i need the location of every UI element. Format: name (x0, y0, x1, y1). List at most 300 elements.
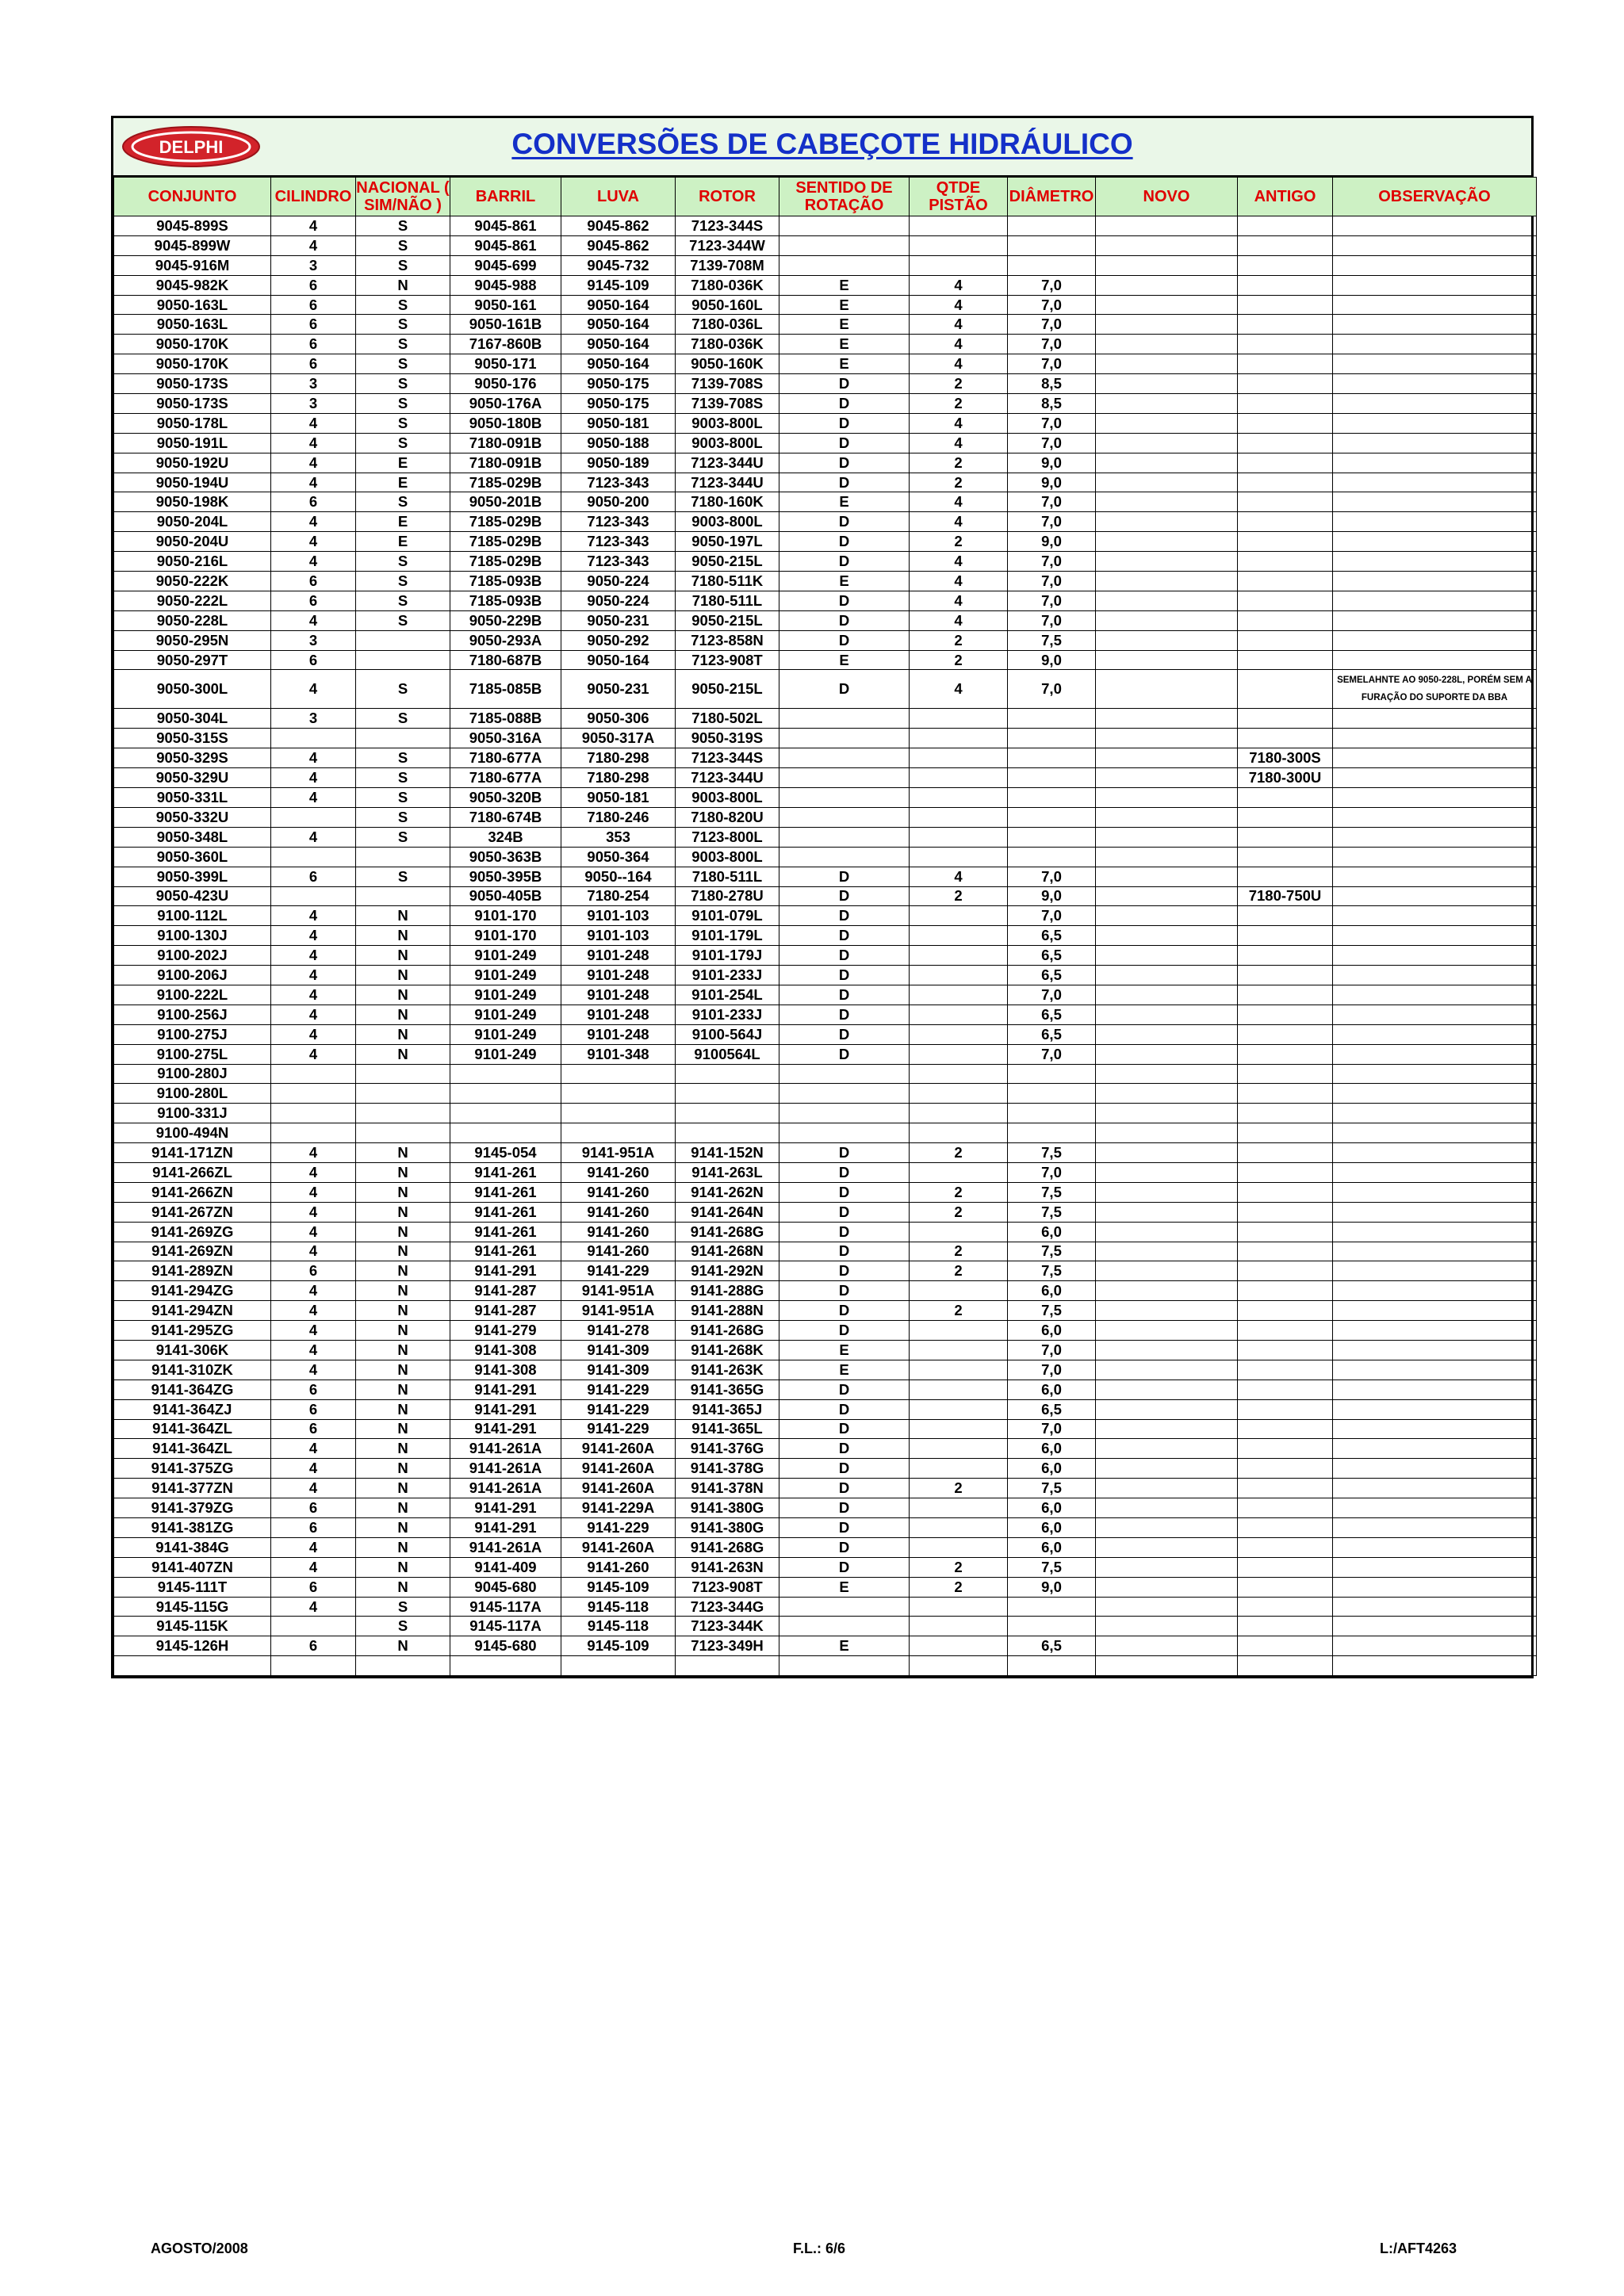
table-cell (1238, 729, 1333, 748)
table-cell: 9050-228L (114, 610, 271, 630)
table-row (114, 1518, 1537, 1538)
table-cell: 9141-375ZG (114, 1459, 271, 1479)
table-cell: E (779, 650, 910, 670)
table-cell: E (779, 1577, 910, 1597)
table-row (114, 492, 1537, 512)
table-cell (1238, 709, 1333, 729)
table-cell (561, 1104, 676, 1123)
table-cell (1238, 630, 1333, 650)
table-cell: 4 (271, 216, 356, 236)
table-cell (1096, 847, 1238, 867)
table-cell (1333, 335, 1537, 354)
table-cell: 9101-179J (676, 946, 779, 966)
table-cell (1333, 650, 1537, 670)
table-cell: 9141-295ZG (114, 1321, 271, 1341)
table-cell: 9141-288G (676, 1281, 779, 1301)
table-cell: 9145-109 (561, 275, 676, 295)
table-cell: N (356, 1518, 450, 1538)
table-cell: 2 (910, 374, 1008, 394)
table-cell: 9141-260A (561, 1459, 676, 1479)
table-cell (1096, 1380, 1238, 1399)
footer-date: AGOSTO/2008 (151, 2241, 248, 2256)
table-cell: S (356, 591, 450, 610)
table-cell (1096, 216, 1238, 236)
table-cell: 4 (271, 1202, 356, 1222)
table-cell (1008, 216, 1096, 236)
table-cell: 9141-376G (676, 1439, 779, 1459)
table-cell: 7180-687B (450, 650, 561, 670)
table-cell (1096, 335, 1238, 354)
table-cell: 9050-164 (561, 650, 676, 670)
table-cell (1333, 216, 1537, 236)
table-cell (1333, 1222, 1537, 1242)
table-cell: 7180-677A (450, 768, 561, 788)
table-cell: D (779, 1222, 910, 1242)
table-cell (910, 1498, 1008, 1518)
table-cell: 4 (271, 768, 356, 788)
table-cell: 9141-268G (676, 1321, 779, 1341)
table-cell: 7185-085B (450, 670, 561, 709)
table-cell (1096, 413, 1238, 433)
table-cell: 9101-249 (450, 1044, 561, 1064)
table-cell: E (356, 473, 450, 492)
table-cell: N (356, 1281, 450, 1301)
table-row (114, 1439, 1537, 1459)
table-row (114, 235, 1537, 255)
table-cell: 9050-316A (450, 729, 561, 748)
table-cell: N (356, 985, 450, 1004)
table-cell: 9141-261A (450, 1439, 561, 1459)
table-cell: 9050-224 (561, 591, 676, 610)
table-cell: D (779, 1044, 910, 1064)
table-cell: 9050-300L (114, 670, 271, 709)
table-cell (356, 1104, 450, 1123)
table-cell: 9100-222L (114, 985, 271, 1004)
table-cell: 7185-088B (450, 709, 561, 729)
table-cell (1238, 1202, 1333, 1222)
table-cell (1238, 453, 1333, 473)
table-cell (1333, 473, 1537, 492)
table-cell: 4 (271, 1537, 356, 1557)
table-cell: 9050-200 (561, 492, 676, 512)
table-cell (1096, 532, 1238, 552)
table-cell (779, 788, 910, 808)
table-cell: 6,5 (1008, 1636, 1096, 1656)
table-cell: D (779, 374, 910, 394)
table-cell: 7167-860B (450, 335, 561, 354)
table-cell: N (356, 1261, 450, 1281)
table-cell: 7180-091B (450, 453, 561, 473)
table-row (114, 788, 1537, 808)
table-cell (1238, 1360, 1333, 1380)
table-cell: 9003-800L (676, 512, 779, 532)
table-cell: 9145-115K (114, 1617, 271, 1636)
table-cell (1238, 1617, 1333, 1636)
table-cell (1333, 748, 1537, 768)
table-cell: 7,0 (1008, 1162, 1096, 1182)
table-cell: E (779, 275, 910, 295)
table-cell: 9141-364ZL (114, 1439, 271, 1459)
table-cell: 9100-256J (114, 1004, 271, 1024)
table-cell (1238, 867, 1333, 886)
table-cell: 6 (271, 1261, 356, 1281)
table-cell: D (779, 1004, 910, 1024)
table-cell (910, 1084, 1008, 1104)
table-cell: 7123-908T (676, 650, 779, 670)
table-cell (1238, 1479, 1333, 1498)
column-header: DIÂMETRO (1008, 178, 1096, 216)
table-cell: 4 (271, 1459, 356, 1479)
table-cell (1008, 255, 1096, 275)
table-cell: 9145-117A (450, 1597, 561, 1617)
table-cell: 4 (271, 1182, 356, 1202)
table-cell: 9141-268K (676, 1340, 779, 1360)
table-cell: 9100-202J (114, 946, 271, 966)
table-cell: 9141-951A (561, 1281, 676, 1301)
table-cell: 9050-176 (450, 374, 561, 394)
table-cell: 2 (910, 630, 1008, 650)
table-cell (1333, 1459, 1537, 1479)
table-cell: D (779, 867, 910, 886)
table-cell: 9145-680 (450, 1636, 561, 1656)
table-cell (910, 1321, 1008, 1341)
table-cell (1096, 1656, 1238, 1676)
table-cell (1238, 552, 1333, 572)
table-cell (910, 847, 1008, 867)
table-row (114, 1104, 1537, 1123)
table-cell (910, 1459, 1008, 1479)
table-row (114, 1301, 1537, 1321)
table-cell: 4 (271, 1281, 356, 1301)
table-cell (1238, 1024, 1333, 1044)
column-header: ROTOR (676, 178, 779, 216)
table-row (114, 1459, 1537, 1479)
table-cell: 9,0 (1008, 532, 1096, 552)
table-cell: 6 (271, 492, 356, 512)
table-cell: E (779, 354, 910, 374)
table-cell: 9141-260 (561, 1162, 676, 1182)
table-cell: 7180-036K (676, 275, 779, 295)
table-cell: 9141-379ZG (114, 1498, 271, 1518)
table-cell (1333, 946, 1537, 966)
table-cell: 9050-194U (114, 473, 271, 492)
table-cell (1238, 572, 1333, 591)
table-row (114, 1281, 1537, 1301)
table-cell (561, 1084, 676, 1104)
table-cell: 9141-229A (561, 1498, 676, 1518)
table-cell (1008, 827, 1096, 847)
table-cell (1238, 788, 1333, 808)
table-cell: 7,0 (1008, 610, 1096, 630)
table-cell (1096, 630, 1238, 650)
table-cell: 2 (910, 1202, 1008, 1222)
table-cell (1238, 1242, 1333, 1261)
table-cell (1333, 275, 1537, 295)
table-cell: 6 (271, 1380, 356, 1399)
table-cell: S (356, 572, 450, 591)
table-cell: E (779, 572, 910, 591)
table-cell (1333, 394, 1537, 414)
table-cell (1238, 1557, 1333, 1577)
table-cell: 7180-820U (676, 807, 779, 827)
table-cell: 6 (271, 591, 356, 610)
table-cell (1238, 374, 1333, 394)
table-row (114, 867, 1537, 886)
table-cell (1238, 1321, 1333, 1341)
table-cell: 4 (271, 413, 356, 433)
table-row (114, 827, 1537, 847)
table-row (114, 394, 1537, 414)
table-cell (1096, 1321, 1238, 1341)
table-cell (1238, 1004, 1333, 1024)
table-cell: 9003-800L (676, 413, 779, 433)
table-cell: 9050-320B (450, 788, 561, 808)
table-cell: 9141-310ZK (114, 1360, 271, 1380)
table-cell (1238, 1261, 1333, 1281)
table-cell: 9050-405B (450, 886, 561, 906)
table-cell: 9101-249 (450, 966, 561, 985)
table-cell (1008, 1656, 1096, 1676)
table-cell: S (356, 433, 450, 453)
table-cell (1238, 906, 1333, 926)
table-cell: 9141-308 (450, 1340, 561, 1360)
table-cell: 9050-161B (450, 315, 561, 335)
table-cell (1333, 1557, 1537, 1577)
table-cell (1096, 512, 1238, 532)
table-cell: 9145-115G (114, 1597, 271, 1617)
table-cell: 9050-222L (114, 591, 271, 610)
table-cell (910, 768, 1008, 788)
table-row (114, 1044, 1537, 1064)
table-cell: 2 (910, 394, 1008, 414)
table-cell: 4 (271, 906, 356, 926)
table-cell (1333, 354, 1537, 374)
table-cell: 9050-181 (561, 788, 676, 808)
table-cell (1333, 591, 1537, 610)
table-cell (1096, 1537, 1238, 1557)
table-cell (1096, 946, 1238, 966)
table-row (114, 1636, 1537, 1656)
table-cell: 9141-260 (561, 1182, 676, 1202)
table-cell: 7123-800L (676, 827, 779, 847)
table-cell: 9141-365J (676, 1399, 779, 1419)
table-cell: 9141-229 (561, 1399, 676, 1419)
table-cell (910, 1044, 1008, 1064)
table-cell (910, 1518, 1008, 1538)
table-cell: 9,0 (1008, 886, 1096, 906)
table-cell: 9050-163L (114, 315, 271, 335)
table-cell: 9141-365G (676, 1380, 779, 1399)
table-cell (450, 1656, 561, 1676)
table-cell: 9045-862 (561, 216, 676, 236)
table-cell (1096, 572, 1238, 591)
table-cell (910, 926, 1008, 946)
table-row (114, 1537, 1537, 1557)
column-header: CONJUNTO (114, 178, 271, 216)
table-cell (1333, 807, 1537, 827)
table-cell: 9050-329U (114, 768, 271, 788)
table-cell: 7,0 (1008, 295, 1096, 315)
table-cell: 4 (271, 1222, 356, 1242)
table-cell: N (356, 1222, 450, 1242)
table-cell: 4 (271, 532, 356, 552)
table-cell: S (356, 335, 450, 354)
table-cell: 9100-564J (676, 1024, 779, 1044)
table-cell (910, 216, 1008, 236)
table-cell (910, 1222, 1008, 1242)
table-cell: D (779, 1498, 910, 1518)
table-cell: N (356, 1498, 450, 1518)
table-cell: D (779, 1143, 910, 1163)
table-cell: 9141-260 (561, 1242, 676, 1261)
table-row (114, 985, 1537, 1004)
table-cell: 9,0 (1008, 1577, 1096, 1597)
table-cell (1333, 886, 1537, 906)
table-cell: 9045-861 (450, 216, 561, 236)
table-cell (1238, 1380, 1333, 1399)
table-cell (910, 709, 1008, 729)
table-cell: 6 (271, 1399, 356, 1419)
table-row (114, 512, 1537, 532)
table-cell: 6,0 (1008, 1439, 1096, 1459)
table-cell: 9050-161 (450, 295, 561, 315)
table-cell: 9141-951A (561, 1143, 676, 1163)
table-cell: 6 (271, 354, 356, 374)
table-cell: 9141-380G (676, 1498, 779, 1518)
table-cell (1008, 807, 1096, 827)
table-cell (1238, 1459, 1333, 1479)
table-cell: 9050-363B (450, 847, 561, 867)
table-cell: 4 (271, 1004, 356, 1024)
table-cell (1096, 473, 1238, 492)
table-cell (676, 1123, 779, 1143)
table-cell: 6,5 (1008, 966, 1096, 985)
table-cell: 9141-171ZN (114, 1143, 271, 1163)
table-cell: 2 (910, 532, 1008, 552)
table-cell: 7,0 (1008, 335, 1096, 354)
table-cell: S (356, 374, 450, 394)
table-cell (1238, 1498, 1333, 1518)
table-cell (910, 729, 1008, 748)
table-cell (1238, 413, 1333, 433)
table-row (114, 1123, 1537, 1143)
table-cell: N (356, 1301, 450, 1321)
table-cell: 9141-951A (561, 1301, 676, 1321)
table-row (114, 473, 1537, 492)
table-row (114, 453, 1537, 473)
table-cell (1096, 1597, 1238, 1617)
table-cell (1096, 807, 1238, 827)
table-cell: 9141-294ZN (114, 1301, 271, 1321)
table-cell: 2 (910, 1182, 1008, 1202)
table-cell: D (779, 1557, 910, 1577)
table-cell (1096, 453, 1238, 473)
table-cell: 6,5 (1008, 926, 1096, 946)
table-cell: 9145-111T (114, 1577, 271, 1597)
table-cell (1096, 1242, 1238, 1261)
table-cell (1333, 1419, 1537, 1439)
table-cell (779, 255, 910, 275)
table-cell (910, 807, 1008, 827)
table-cell (450, 1104, 561, 1123)
table-cell: 4 (271, 1321, 356, 1341)
table-cell (1096, 610, 1238, 630)
table-cell: 7123-344U (676, 768, 779, 788)
table-cell: 9101-249 (450, 1004, 561, 1024)
table-cell: 4 (271, 1597, 356, 1617)
table-cell: 9050-164 (561, 315, 676, 335)
table-cell: 4 (271, 748, 356, 768)
table-cell: 9101-248 (561, 985, 676, 1004)
table-cell (1238, 985, 1333, 1004)
table-cell (1096, 1636, 1238, 1656)
table-row (114, 1321, 1537, 1341)
table-cell (1096, 1577, 1238, 1597)
table-cell: 4 (910, 315, 1008, 335)
table-cell: 7,0 (1008, 552, 1096, 572)
table-row (114, 966, 1537, 985)
table-cell (779, 235, 910, 255)
table-cell (779, 807, 910, 827)
table-cell: 3 (271, 255, 356, 275)
table-cell (779, 1064, 910, 1084)
table-cell (779, 1084, 910, 1104)
table-cell: 7123-344U (676, 473, 779, 492)
table-cell: 9050-176A (450, 394, 561, 414)
table-cell (1008, 748, 1096, 768)
table-cell: E (779, 1360, 910, 1380)
table-cell: 9101-248 (561, 966, 676, 985)
table-cell (1008, 788, 1096, 808)
table-cell (1333, 1479, 1537, 1498)
table-cell: 4 (271, 1439, 356, 1459)
table-cell: 4 (271, 926, 356, 946)
table-cell (1333, 1242, 1537, 1261)
table-cell (779, 1656, 910, 1676)
table-cell (1333, 966, 1537, 985)
table-cell: 7,5 (1008, 1557, 1096, 1577)
table-cell (1333, 768, 1537, 788)
table-row (114, 1380, 1537, 1399)
table-cell: 9050-215L (676, 670, 779, 709)
column-header: LUVA (561, 178, 676, 216)
table-cell (1333, 1202, 1537, 1222)
table-cell: 4 (910, 275, 1008, 295)
table-cell: 9145-118 (561, 1597, 676, 1617)
table-row (114, 1597, 1537, 1617)
table-cell: 4 (271, 552, 356, 572)
table-cell: 2 (910, 1242, 1008, 1261)
table-cell: 9101-170 (450, 906, 561, 926)
table-cell: 4 (271, 827, 356, 847)
table-cell: 9050-215L (676, 610, 779, 630)
table-cell: D (779, 1459, 910, 1479)
table-cell: N (356, 1399, 450, 1419)
table-row (114, 1498, 1537, 1518)
table-cell (1096, 591, 1238, 610)
table-cell (561, 1064, 676, 1084)
table-cell (1096, 1064, 1238, 1084)
table-cell: 9050-295N (114, 630, 271, 650)
title-bar (113, 118, 1531, 177)
table-cell: 9050-231 (561, 610, 676, 630)
table-cell: 7,0 (1008, 492, 1096, 512)
table-cell: 6 (271, 335, 356, 354)
table-cell: S (356, 807, 450, 827)
table-cell: 9141-364ZJ (114, 1399, 271, 1419)
table-cell (1096, 867, 1238, 886)
table-row (114, 1399, 1537, 1419)
